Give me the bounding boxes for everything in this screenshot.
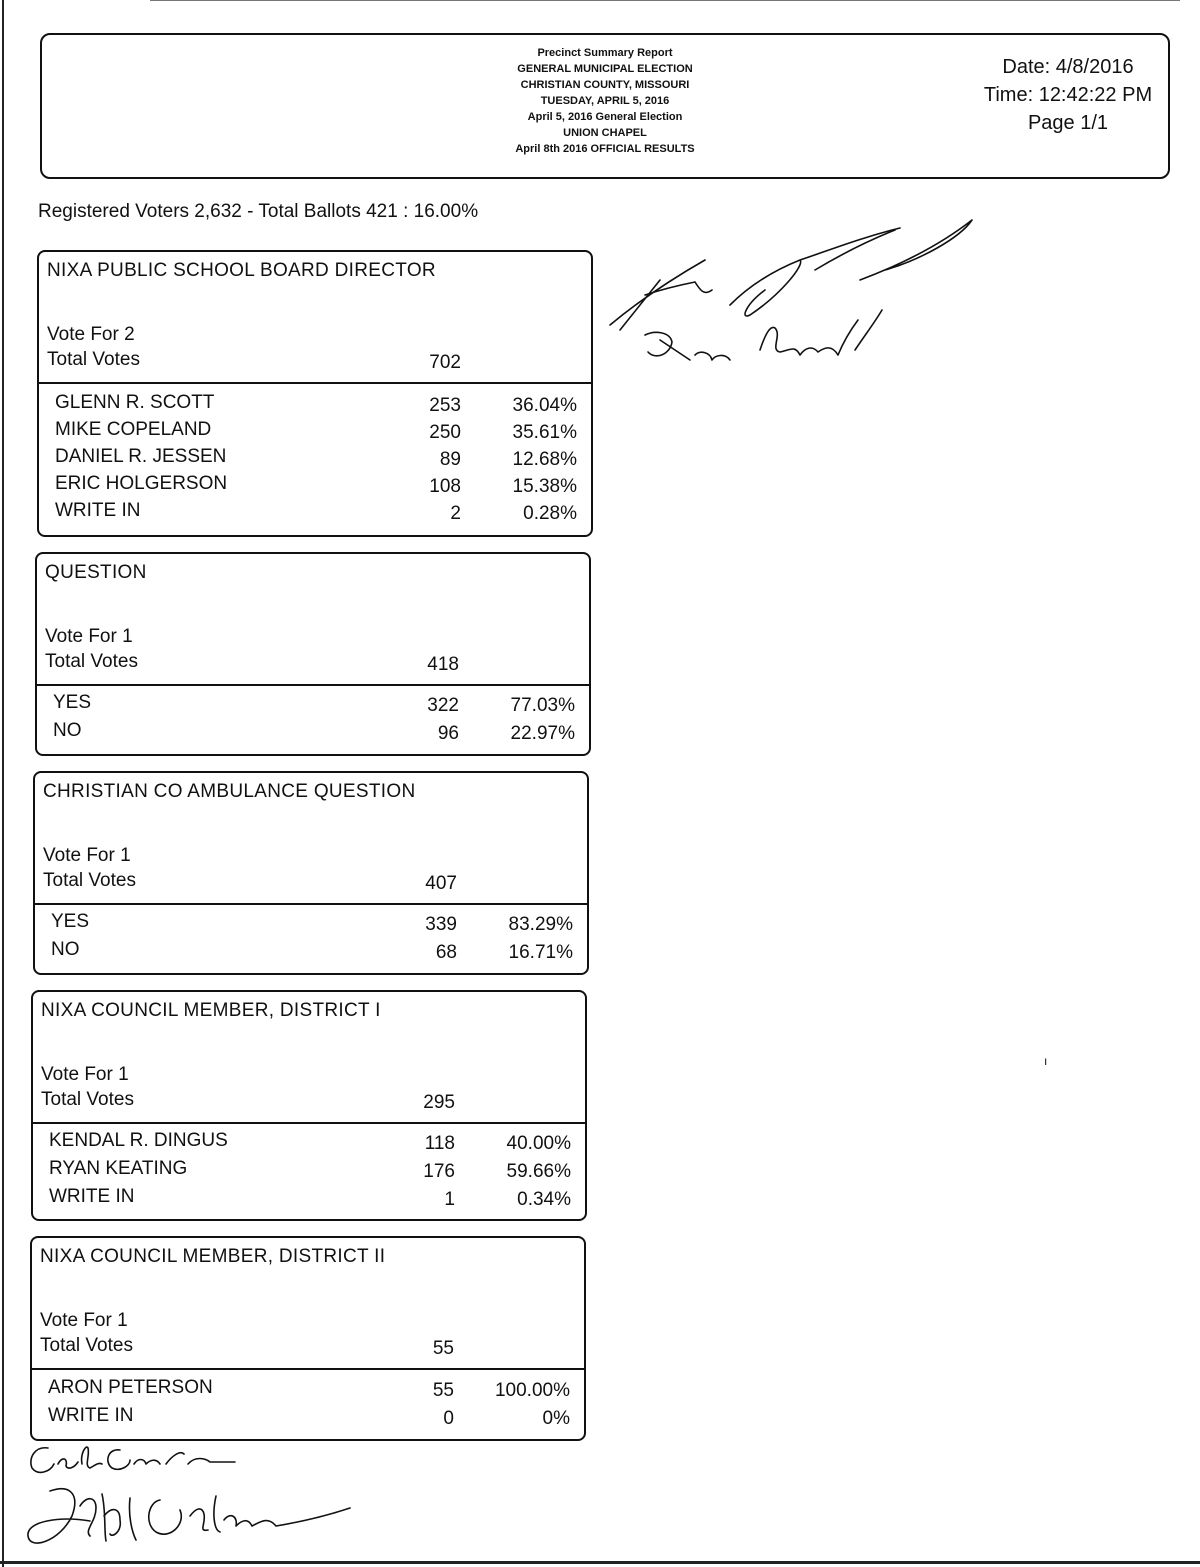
candidate-name: WRITE IN <box>48 1405 134 1426</box>
results-status: April 8th 2016 OFFICIAL RESULTS <box>515 143 695 155</box>
candidate-percent: 0.34% <box>517 1189 571 1210</box>
candidate-percent: 15.38% <box>512 476 577 497</box>
candidate-votes: 322 <box>427 695 459 716</box>
candidate-percent: 40.00% <box>506 1133 571 1154</box>
candidate-percent: 22.97% <box>510 723 575 744</box>
candidate-row <box>33 1186 585 1213</box>
race-title: CHRISTIAN CO AMBULANCE QUESTION <box>43 781 416 802</box>
divider <box>32 1368 584 1370</box>
total-votes-value: 418 <box>427 654 459 675</box>
precinct-name: UNION CHAPEL <box>563 127 647 139</box>
page-number: Page 1/1 <box>1027 112 1109 134</box>
stray-pen-mark: ı <box>1044 1054 1048 1068</box>
vote-for: Vote For 1 <box>40 1310 128 1331</box>
candidate-name: YES <box>51 911 90 932</box>
candidate-row <box>39 500 591 527</box>
election-label: April 5, 2016 General Election <box>527 111 683 123</box>
candidate-votes: 0 <box>443 1408 454 1429</box>
candidate-votes: 108 <box>429 476 461 497</box>
race-title: NIXA COUNCIL MEMBER, DISTRICT II <box>40 1246 386 1267</box>
divider <box>39 382 591 384</box>
candidate-votes: 89 <box>439 449 461 470</box>
race-council-district-2 <box>30 1236 586 1441</box>
candidate-percent: 0% <box>542 1408 570 1429</box>
candidate-row <box>32 1377 584 1404</box>
candidate-row <box>37 692 589 719</box>
vote-for: Vote For 2 <box>47 324 135 345</box>
race-title: NIXA COUNCIL MEMBER, DISTRICT I <box>41 1000 381 1021</box>
election-date: TUESDAY, APRIL 5, 2016 <box>540 95 670 107</box>
candidate-name: NO <box>51 939 80 960</box>
candidate-name: GLENN R. SCOTT <box>55 392 215 413</box>
candidate-percent: 16.71% <box>508 942 573 963</box>
signature-bottom <box>20 1436 360 1566</box>
total-votes-label: Total Votes <box>45 651 138 672</box>
candidate-votes: 96 <box>437 723 459 744</box>
candidate-votes: 339 <box>425 914 457 935</box>
candidate-percent: 12.68% <box>512 449 577 470</box>
candidate-row <box>32 1405 584 1432</box>
race-title: QUESTION <box>45 562 147 583</box>
candidate-percent: 0.28% <box>523 503 577 524</box>
candidate-row <box>35 939 587 966</box>
total-votes-value: 295 <box>423 1092 455 1113</box>
race-ambulance-question <box>33 771 589 975</box>
election-name: GENERAL MUNICIPAL ELECTION <box>517 63 693 75</box>
candidate-name: MIKE COPELAND <box>55 419 212 440</box>
total-votes-value: 55 <box>432 1338 454 1359</box>
candidate-row <box>33 1130 585 1157</box>
total-votes-label: Total Votes <box>43 870 136 891</box>
signature-top <box>600 210 990 390</box>
candidate-percent: 77.03% <box>510 695 575 716</box>
candidate-percent: 35.61% <box>512 422 577 443</box>
candidate-row <box>39 473 591 500</box>
page-left-edge <box>2 0 4 1567</box>
report-meta <box>978 53 1158 137</box>
candidate-percent: 100.00% <box>494 1380 570 1401</box>
candidate-percent: 36.04% <box>512 395 577 416</box>
candidate-row <box>37 720 589 747</box>
candidate-name: WRITE IN <box>55 500 141 521</box>
candidate-name: KENDAL R. DINGUS <box>49 1130 228 1151</box>
candidate-votes: 68 <box>435 942 457 963</box>
candidate-percent: 59.66% <box>506 1161 571 1182</box>
candidate-name: YES <box>53 692 92 713</box>
vote-for: Vote For 1 <box>43 845 131 866</box>
candidate-percent: 83.29% <box>508 914 573 935</box>
candidate-name: ERIC HOLGERSON <box>55 473 228 494</box>
candidate-row <box>39 419 591 446</box>
candidate-row <box>39 392 591 419</box>
candidate-row <box>35 911 587 938</box>
total-votes-value: 702 <box>429 352 461 373</box>
race-council-district-1 <box>31 990 587 1221</box>
candidate-votes: 253 <box>429 395 461 416</box>
report-date: Date: 4/8/2016 <box>1002 56 1134 78</box>
total-votes-label: Total Votes <box>47 349 140 370</box>
total-votes-value: 407 <box>425 873 457 894</box>
report-type: Precinct Summary Report <box>537 47 673 59</box>
candidate-row <box>33 1158 585 1185</box>
candidate-votes: 55 <box>432 1380 454 1401</box>
divider <box>35 903 587 905</box>
county-name: CHRISTIAN COUNTY, MISSOURI <box>520 79 690 91</box>
race-title: NIXA PUBLIC SCHOOL BOARD DIRECTOR <box>47 260 436 281</box>
candidate-votes: 176 <box>423 1161 455 1182</box>
candidate-name: WRITE IN <box>49 1186 135 1207</box>
candidate-name: ARON PETERSON <box>48 1377 213 1398</box>
candidate-votes: 250 <box>429 422 461 443</box>
vote-for: Vote For 1 <box>41 1064 129 1085</box>
turnout-summary: Registered Voters 2,632 - Total Ballots 421 : 16.00% <box>38 201 479 222</box>
candidate-votes: 2 <box>450 503 461 524</box>
candidate-votes: 118 <box>424 1133 455 1154</box>
total-votes-label: Total Votes <box>40 1335 133 1356</box>
candidate-row <box>39 446 591 473</box>
candidate-votes: 1 <box>444 1189 455 1210</box>
report-header <box>40 33 1170 179</box>
race-question <box>35 552 591 756</box>
report-time: Time: 12:42:22 PM <box>983 84 1153 106</box>
page-top-edge <box>150 0 1180 1</box>
candidate-name: DANIEL R. JESSEN <box>55 446 227 467</box>
vote-for: Vote For 1 <box>45 626 133 647</box>
total-votes-label: Total Votes <box>41 1089 134 1110</box>
race-school-board <box>37 250 593 537</box>
candidate-name: NO <box>53 720 82 741</box>
divider <box>37 684 589 686</box>
divider <box>33 1122 585 1124</box>
candidate-name: RYAN KEATING <box>49 1158 188 1179</box>
